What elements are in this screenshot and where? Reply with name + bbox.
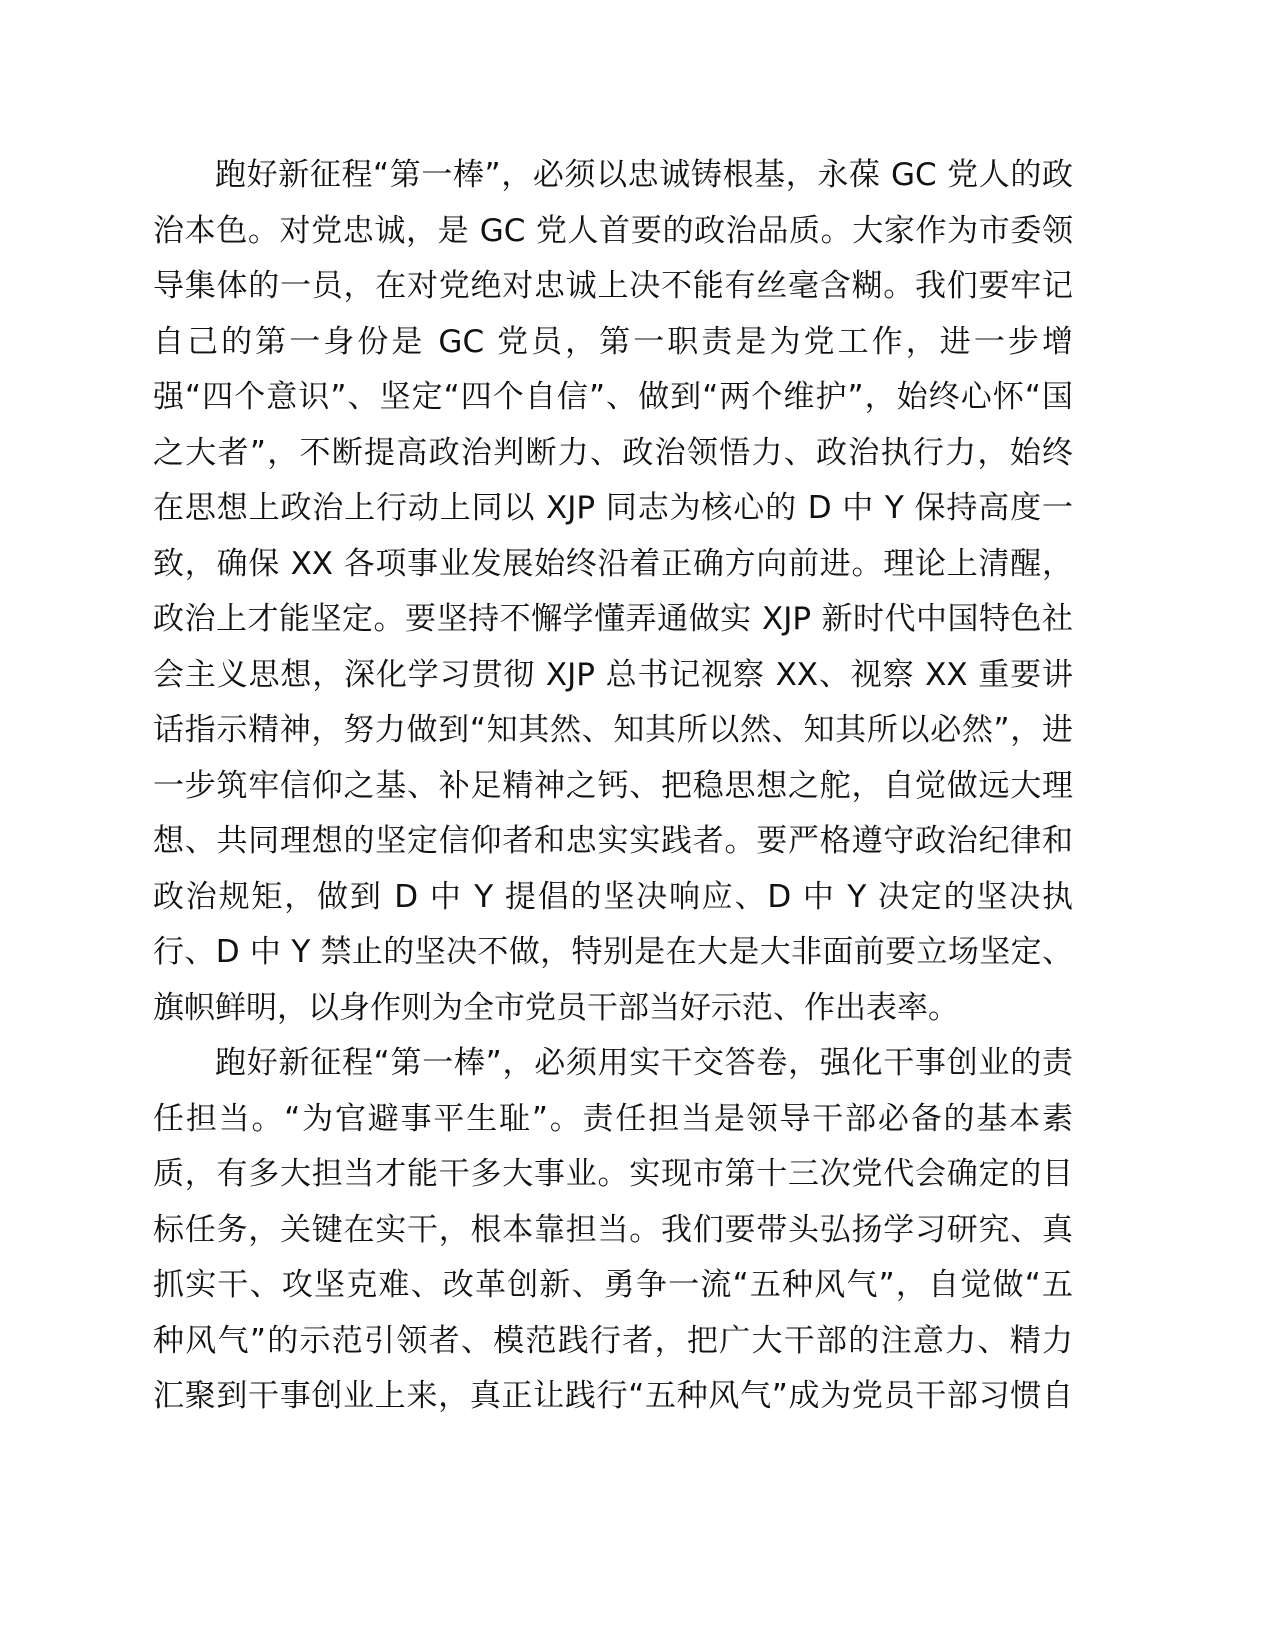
text-line: 政治规矩，做到 D 中 Y 提倡的坚决响应、D 中 Y 决定的坚决执	[153, 878, 1073, 915]
paragraph-responsibility	[153, 1036, 1073, 1425]
text-line: 想、共同理想的坚定信仰者和忠实实践者。要严格遵守政治纪律和	[153, 823, 1073, 859]
text-line: 强“四个意识”、坚定“四个自信”、做到“两个维护”，始终心怀“国	[153, 379, 1073, 415]
text-line: 抓实干、攻坚克难、改革创新、勇争一流“五种风气”，自觉做“五	[153, 1267, 1073, 1303]
text-line: 跑好新征程“第一棒”，必须以忠诚铸根基，永葆 GC 党人的政	[215, 157, 1073, 193]
text-line: 之大者”，不断提高政治判断力、政治领悟力、政治执行力，始终	[153, 434, 1073, 471]
paragraph-loyalty	[153, 148, 1073, 1036]
text-line: 一步筑牢信仰之基、补足精神之钙、把稳思想之舵，自觉做远大理	[153, 767, 1073, 804]
document-body	[153, 148, 1073, 1425]
text-line: 自己的第一身份是 GC 党员，第一职责是为党工作，进一步增	[153, 323, 1073, 360]
text-line: 跑好新征程“第一棒”，必须用实干交答卷，强化干事创业的责	[215, 1045, 1073, 1081]
text-line: 话指示精神，努力做到“知其然、知其所以然、知其所以必然”，进	[153, 712, 1073, 748]
text-line: 治本色。对党忠诚，是 GC 党人首要的政治品质。大家作为市委领	[153, 212, 1073, 249]
text-line: 标任务，关键在实干，根本靠担当。我们要带头弘扬学习研究、真	[153, 1211, 1073, 1248]
text-line: 质，有多大担当才能干多大事业。实现市第十三次党代会确定的目	[153, 1156, 1073, 1192]
text-line: 汇聚到干事创业上来，真正让践行“五种风气”成为党员干部习惯自	[153, 1378, 1073, 1414]
text-line: 导集体的一员，在对党绝对忠诚上决不能有丝毫含糊。我们要牢记	[153, 268, 1073, 304]
text-line: 致，确保 XX 各项事业发展始终沿着正确方向前进。理论上清醒，	[153, 545, 1073, 582]
text-line: 任担当。“为官避事平生耻”。责任担当是领导干部必备的基本素	[153, 1100, 1073, 1137]
text-line: 在思想上政治上行动上同以 XJP 同志为核心的 D 中 Y 保持高度一	[153, 490, 1073, 526]
text-line: 会主义思想，深化学习贯彻 XJP 总书记视察 XX、视察 XX 重要讲	[153, 656, 1073, 693]
text-line: 旗帜鲜明，以身作则为全市党员干部当好示范、作出表率。	[153, 989, 959, 1026]
text-line: 行、D 中 Y 禁止的坚决不做，特别是在大是大非面前要立场坚定、	[153, 934, 1073, 970]
text-line: 政治上才能坚定。要坚持不懈学懂弄通做实 XJP 新时代中国特色社	[153, 601, 1073, 637]
text-line: 种风气”的示范引领者、模范践行者，把广大干部的注意力、精力	[153, 1322, 1073, 1359]
